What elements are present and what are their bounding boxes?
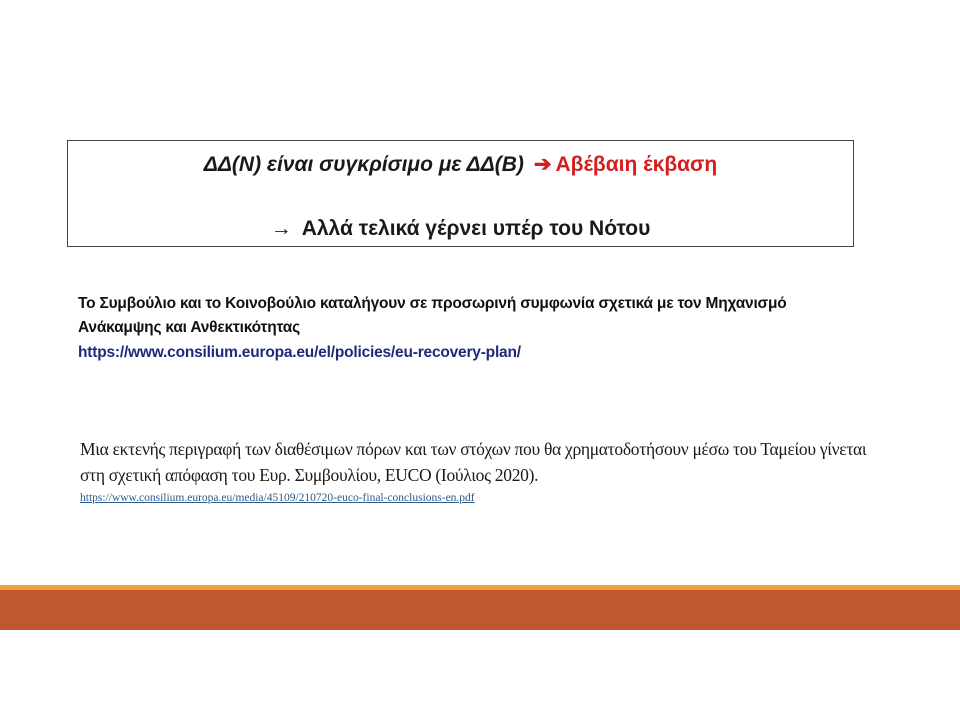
euco-note xyxy=(80,436,880,506)
euco-text: Μια εκτενής περιγραφή των διαθέσιμων πόρων και των στόχων που θα χρηματοδοτήσουν μέσω του Ταμείου γίνεται στη σχετική απόφαση του Ευρ. Συμβουλίου, EUCO (Ιούλιος 2020). xyxy=(80,439,867,485)
agreement-note xyxy=(78,292,858,365)
summary-line-1 xyxy=(68,152,853,177)
euco-conclusions-link[interactable]: https://www.consilium.europa.eu/media/45109/210720-euco-final-conclusions-en.pdf xyxy=(80,492,475,504)
recovery-plan-link[interactable]: https://www.consilium.europa.eu/el/policies/eu-recovery-plan/ xyxy=(78,344,521,361)
agreement-text: Το Συμβούλιο και το Κοινοβούλιο καταλήγουν σε προσωρινή συμφωνία σχετικά με τον Μηχανισμό Ανάκαμψης και Ανθεκτικότητας xyxy=(78,295,787,336)
conclusion-text: Αλλά τελικά γέρνει υπέρ του Νότου xyxy=(301,217,651,240)
summary-box xyxy=(67,140,854,247)
summary-line-2 xyxy=(68,217,853,241)
footer-band xyxy=(0,590,960,630)
arrow-right-icon: ➔ xyxy=(533,153,552,176)
arrow-right-icon: → xyxy=(270,217,292,240)
comparison-text: ΔΔ(Ν) είναι συγκρίσιμο με ΔΔ(Β) xyxy=(203,153,524,176)
outcome-text: Αβέβαιη έκβαση xyxy=(555,153,718,176)
